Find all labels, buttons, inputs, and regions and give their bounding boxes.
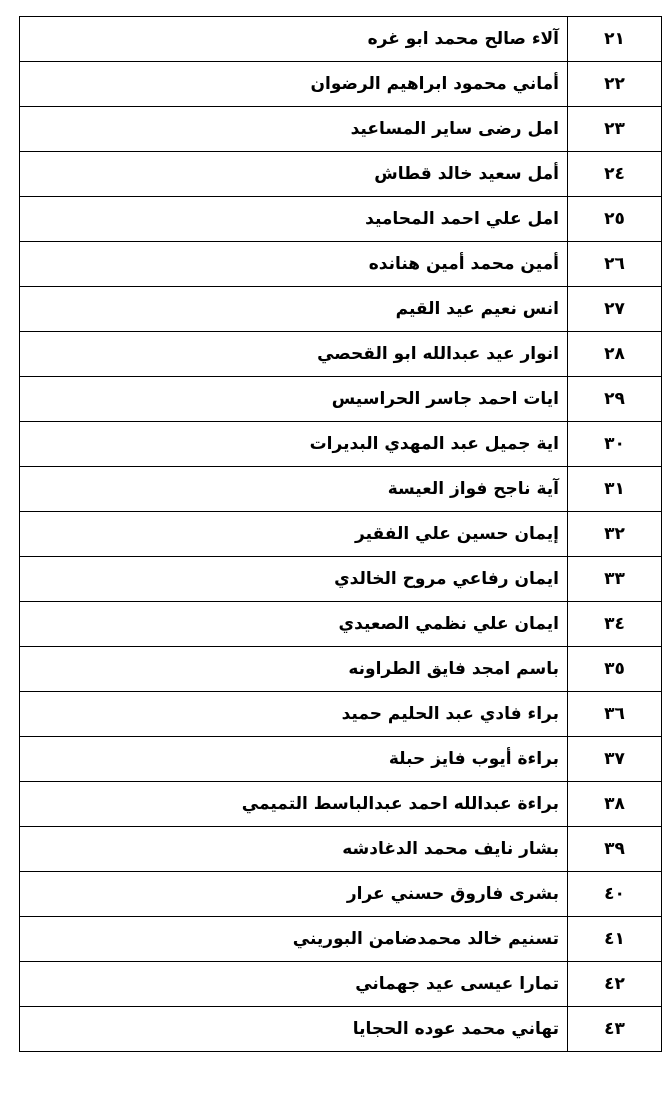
table-row [20,242,662,287]
row-number: ٣١ [568,467,662,512]
row-number: ٣٤ [568,602,662,647]
student-name: ايمان رفاعي مروح الخالدي [20,557,568,602]
table-row [20,692,662,737]
names-table-body [20,17,662,1052]
row-number: ٢١ [568,17,662,62]
student-name: براء فادي عبد الحليم حميد [20,692,568,737]
row-number: ٢٣ [568,107,662,152]
table-row [20,872,662,917]
row-number: ٢٤ [568,152,662,197]
table-row [20,422,662,467]
table-row [20,62,662,107]
table-row [20,287,662,332]
table-row [20,332,662,377]
table-row [20,467,662,512]
row-number: ٢٨ [568,332,662,377]
student-name: تمارا عيسى عيد جهماني [20,962,568,1007]
student-name: انس نعيم عيد القيم [20,287,568,332]
student-name: إيمان حسين علي الفقير [20,512,568,557]
row-number: ٤٢ [568,962,662,1007]
row-number: ٣٦ [568,692,662,737]
table-row [20,107,662,152]
row-number: ٤٠ [568,872,662,917]
table-row [20,557,662,602]
student-name: آية ناجح فواز العيسة [20,467,568,512]
row-number: ٣٢ [568,512,662,557]
table-row [20,1007,662,1052]
table-row [20,917,662,962]
row-number: ٢٧ [568,287,662,332]
row-number: ٢٩ [568,377,662,422]
student-name: براءة أيوب فايز حبلة [20,737,568,782]
student-name: بشار نايف محمد الدغادشه [20,827,568,872]
row-number: ٤١ [568,917,662,962]
table-row [20,17,662,62]
student-name: امل علي احمد المحاميد [20,197,568,242]
table-row [20,782,662,827]
student-name: انوار عيد عبدالله ابو القحصي [20,332,568,377]
row-number: ٣٣ [568,557,662,602]
row-number: ٢٦ [568,242,662,287]
table-row [20,962,662,1007]
student-name: آلاء صالح محمد ابو غره [20,17,568,62]
row-number: ٣٥ [568,647,662,692]
table-row [20,512,662,557]
names-table [19,16,662,1052]
row-number: ٢٥ [568,197,662,242]
table-row [20,647,662,692]
row-number: ٣٩ [568,827,662,872]
table-row [20,827,662,872]
row-number: ٢٢ [568,62,662,107]
student-name: أمين محمد أمين هنانده [20,242,568,287]
student-name: اية جميل عبد المهدي البديرات [20,422,568,467]
student-name: ايات احمد جاسر الحراسيس [20,377,568,422]
student-name: تسنيم خالد محمدضامن البوريني [20,917,568,962]
table-row [20,197,662,242]
student-name: براءة عبدالله احمد عبدالباسط التميمي [20,782,568,827]
student-name: بشرى فاروق حسني عرار [20,872,568,917]
row-number: ٣٧ [568,737,662,782]
row-number: ٤٣ [568,1007,662,1052]
row-number: ٣٨ [568,782,662,827]
student-name: أمل سعيد خالد قطاش [20,152,568,197]
student-name: تهاني محمد عوده الحجايا [20,1007,568,1052]
row-number: ٣٠ [568,422,662,467]
student-name: امل رضى ساير المساعيد [20,107,568,152]
table-row [20,737,662,782]
table-row [20,377,662,422]
table-row [20,602,662,647]
student-name: باسم امجد فايق الطراونه [20,647,568,692]
table-row [20,152,662,197]
student-name: ايمان علي نظمي الصعيدي [20,602,568,647]
student-name: أماني محمود ابراهيم الرضوان [20,62,568,107]
